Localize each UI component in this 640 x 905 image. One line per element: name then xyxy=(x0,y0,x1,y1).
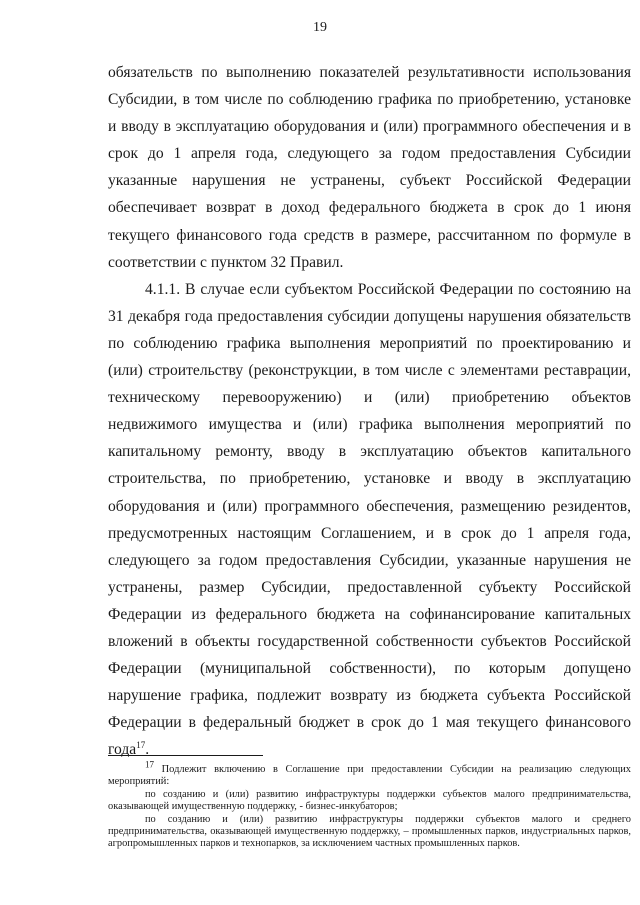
footnote-reference[interactable]: 17 xyxy=(136,740,146,751)
paragraph-4-1-1-text: 4.1.1. В случае если субъектом Российской Федерации по состоянию на 31 декабря года предоставления субсидии допущены нарушения обязательств по соблюдению графика выполнения мероприятий по проектированию и (или) строительству (реконструкции, в том числе с элементами реставрации, техническому перевооружению) и (или) приобретению объектов недвижимого имущества и (или) графика выполнения мероприятий по капитальному ремонту, вводу в эксплуатацию объектов капитального строительства, по приобретению, установке и вводу в эксплуатацию оборудования и (или) программного обеспечения, размещению резидентов, предусмотренных настоящим Соглашением, и в срок до 1 апреля года, следующего за годом предоставления Субсидии, указанные нарушения не устранены, размер Субсидии, предоставленной субъекту Российской Федерации из федерального бюджета на софинансирование капитальных вложений в объекты государственной собственности субъектов Российской Федерации (муниципальной собственности), по которым допущено нарушение графика, подлежит возврату из бюджета субъекта Российской Федерации в федеральный бюджет в срок до 1 мая текущего финансового года xyxy=(108,280,631,759)
footnote-number: 17 xyxy=(145,759,154,770)
footnote-item: по созданию и (или) развитию инфраструктуры поддержки субъектов малого предпринимательства, оказывающей имущественную поддержку, - бизнес-инкубаторов; xyxy=(108,788,631,813)
paragraph-4-1-1: 4.1.1. В случае если субъектом Российской Федерации по состоянию на 31 декабря года предоставления субсидии допущены нарушения обязательств по соблюдению графика выполнения мероприятий по проектированию и (или) строительству (реконструкции, в том числе с элементами реставрации, техническому перевооружению) и (или) приобретению объектов недвижимого имущества и (или) графика выполнения мероприятий по капитальному ремонту, вводу в эксплуатацию объектов капитального строительства, по приобретению, установке и вводу в эксплуатацию оборудования и (или) программного обеспечения, размещению резидентов, предусмотренных настоящим Соглашением, и в срок до 1 апреля года, следующего за годом предоставления Субсидии, указанные нарушения не устранены, размер Субсидии, предоставленной субъекту Российской Федерации из федерального бюджета на софинансирование капитальных вложений в объекты государственной собственности субъектов Российской Федерации (муниципальной собственности), по которым допущено нарушение графика, подлежит возврату из бюджета субъекта Российской Федерации в федеральный бюджет в срок до 1 мая текущего финансового года$^{17}$. xyxy=(108,280,631,759)
footnote-17 xyxy=(108,759,631,789)
footnote-item: по созданию и (или) развитию инфраструктуры поддержки субъектов малого и среднего предпринимательства, оказывающей имущественную поддержку, – промышленных парков, индустриальных парков, агропромышленных парков и технопарков, за исключением частных промышленных парков. xyxy=(108,813,631,850)
footnotes xyxy=(108,759,631,851)
footnote-separator xyxy=(108,755,263,756)
paragraph-continuation: обязательств по выполнению показателей результативности использования Субсидии, в том числе по соблюдению графика по приобретению, установке и вводу в эксплуатацию оборудования и (или) программного обеспечения и в срок до 1 апреля года, следующего за годом предоставления Субсидии указанные нарушения не устранены, субъект Российской Федерации обеспечивает возврат в доход федерального бюджета в срок до 1 июня текущего финансового года средств в размере, рассчитанном по формуле в соответствии с пунктом 32 Правил. xyxy=(108,64,631,271)
main-text xyxy=(108,59,631,763)
page-number: 19 xyxy=(313,20,327,35)
footnote-line: Подлежит включению в Соглашение при предоставлении Субсидии на реализацию следующих мероприятий: xyxy=(108,764,631,788)
